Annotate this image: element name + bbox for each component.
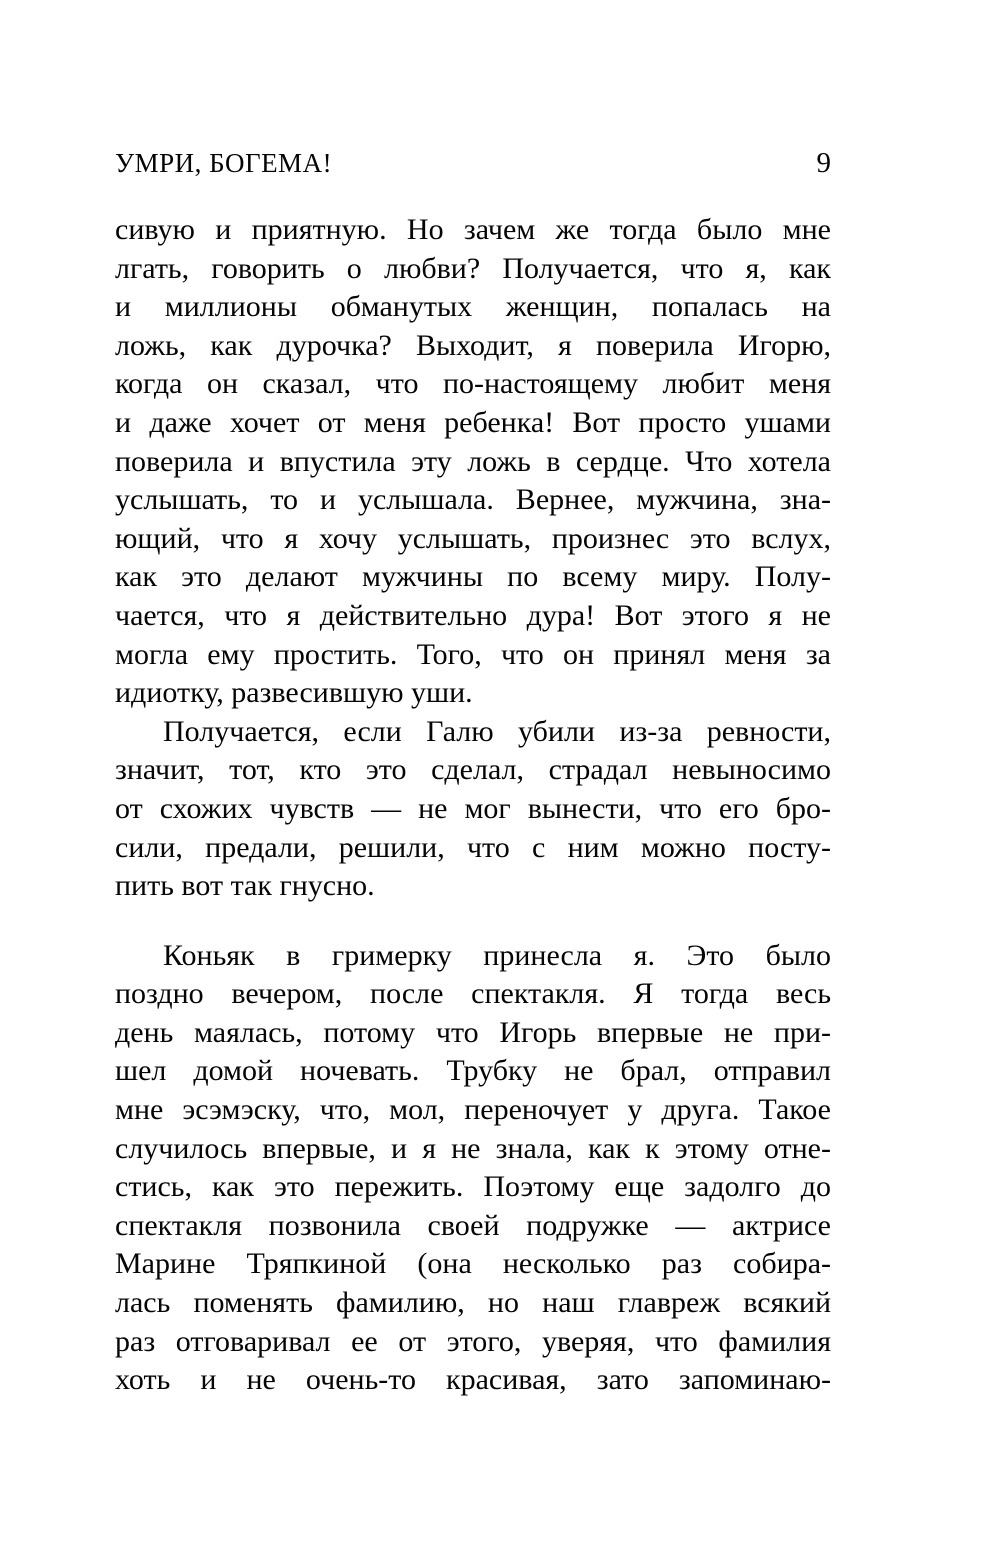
text-line: поверила и впустила эту ложь в сердце. Что хотела (115, 444, 831, 478)
body-text (115, 211, 831, 1400)
text-line: услышать, то и услышала. Вернее, мужчина, зна- (115, 483, 831, 517)
text-line: Коньяк в гримерку принесла я. Это было (163, 938, 831, 972)
text-line: шел домой ночевать. Трубку не брал, отправил (115, 1054, 831, 1088)
text-line: Марине Тряпкиной (она несколько раз собира- (115, 1247, 831, 1281)
text-line: лгать, говорить о любви? Получается, что я, как (115, 251, 831, 285)
text-line: спектакля позвонила своей подружке — актрисе (115, 1208, 831, 1242)
page-header (115, 147, 831, 180)
text-line: лась поменять фамилию, но наш главреж всякий (115, 1286, 831, 1320)
text-line: и даже хочет от меня ребенка! Вот просто ушами (115, 405, 831, 439)
text-line: когда он сказал, что по-настоящему любит меня (115, 367, 831, 401)
text-line: ложь, как дурочка? Выходит, я поверила Игорю, (115, 328, 831, 362)
text-line: от схожих чувств — не мог вынести, что его бро- (115, 791, 831, 825)
text-line: могла ему простить. Того, что он принял меня за (115, 637, 831, 671)
text-line: сили, предали, решили, что с ним можно посту- (115, 830, 831, 864)
text-line: значит, тот, кто это сделал, страдал невыносимо (115, 753, 831, 787)
text-line: как это делают мужчины по всему миру. Полу- (115, 560, 831, 594)
text-line: случилось впервые, и я не знала, как к этому отне- (115, 1131, 831, 1165)
text-line: раз отговаривал ее от этого, уверяя, что фамилия (115, 1324, 831, 1358)
text-line: и миллионы обманутых женщин, попалась на (115, 290, 831, 324)
text-line: идиотку, развесившую уши. (115, 676, 473, 710)
text-line: поздно вечером, после спектакля. Я тогда весь (115, 977, 831, 1011)
text-line: Получается, если Галю убили из-за ревности, (163, 714, 831, 748)
text-line: сивую и приятную. Но зачем же тогда было мне (115, 213, 831, 246)
text-line: день маялась, потому что Игорь впервые не при- (115, 1015, 831, 1049)
text-line: хоть и не очень-то красивая, зато запоминаю- (115, 1363, 831, 1397)
text-line: ющий, что я хочу услышать, произнес это вслух, (115, 521, 831, 555)
text-line: пить вот так гнусно. (115, 869, 375, 903)
running-title: УМРИ, БОГЕМА! (115, 148, 333, 178)
page-number: 9 (816, 147, 831, 179)
text-line: чается, что я действительно дура! Вот этого я не (115, 598, 831, 632)
text-line: мне эсэмэску, что, мол, переночует у друга. Такое (115, 1093, 831, 1127)
text-line: стись, как это пережить. Поэтому еще задолго до (115, 1170, 831, 1204)
